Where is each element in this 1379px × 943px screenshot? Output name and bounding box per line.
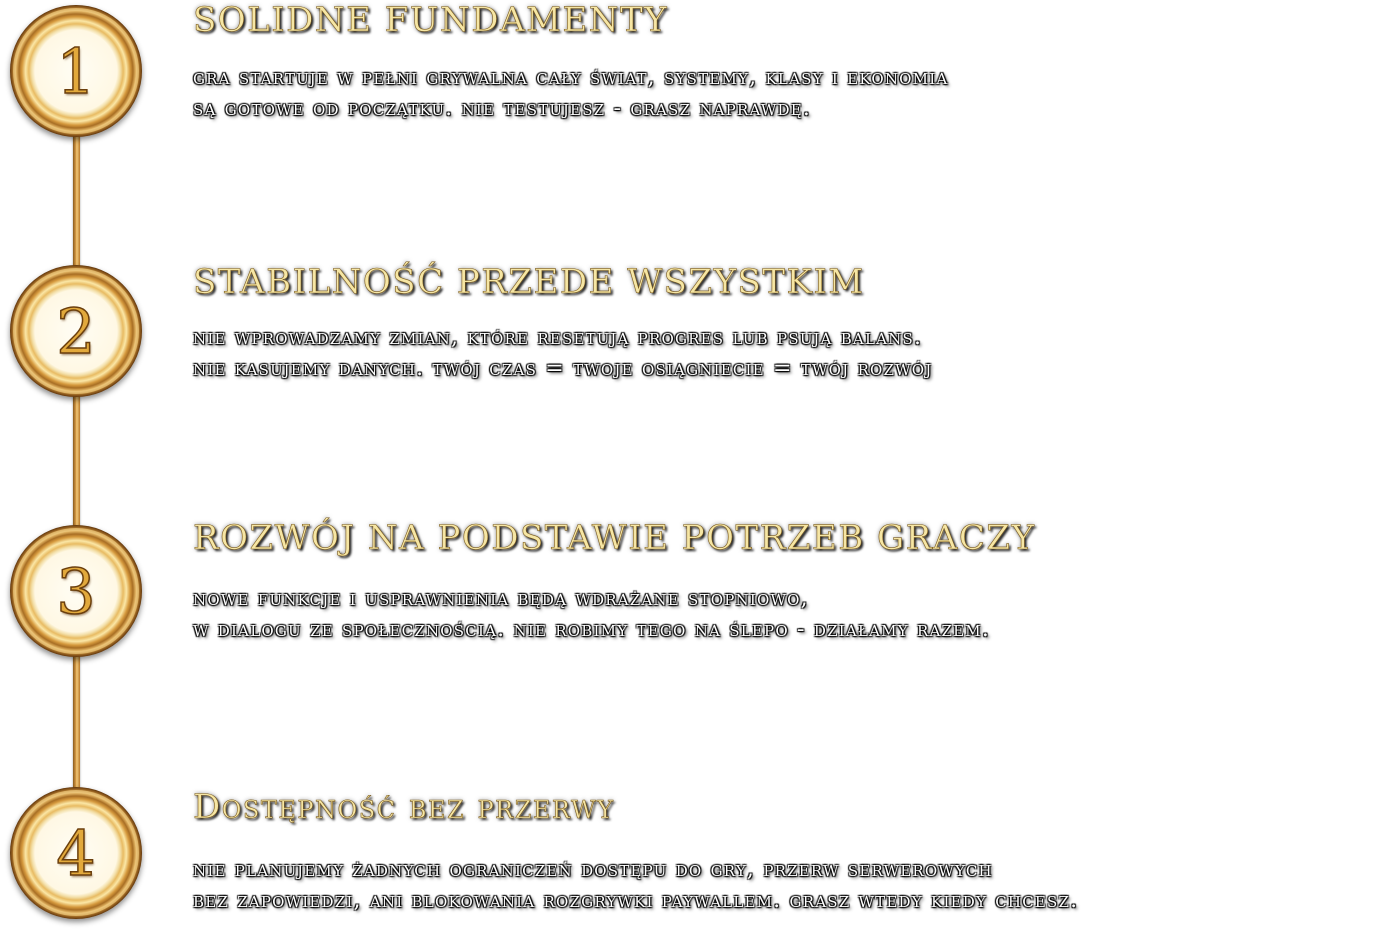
step-1-description [193,62,948,124]
step-3-description-line-1: nowe funkcje i usprawnienia będą wdrażane stopniowo, [193,586,809,611]
step-2-medallion-icon [10,265,142,397]
step-1-description-line-2: są gotowe od początku. nie testujesz - grasz naprawdę. [193,96,812,121]
step-1-description-line-1: gra startuje w pełni grywalna cały świat, systemy, klasy i ekonomia [193,65,949,90]
step-3-description-line-2: w dialogu ze społecznością. nie robimy tego na ślepo - działamy razem. [193,617,991,642]
step-1-medallion-icon [10,5,142,137]
step-4-description-line-2: bez zapowiedzi, ani blokowania rozgrywki paywallem. grasz wtedy kiedy chcesz. [193,888,1079,913]
step-1-title: SOLIDNE FUNDAMENTY [193,0,669,40]
step-4-medallion-icon [10,787,142,919]
timeline-connector-2-3 [73,392,80,532]
step-2-title: STABILNOŚĆ PRZEDE WSZYSTKIM [193,262,865,302]
step-3-medallion-icon [10,525,142,657]
step-3-description [193,583,990,645]
step-2-description-line-1: nie wprowadzamy zmian, które resetują progres lub psują balans. [193,325,923,350]
step-4-number: 4 [56,816,96,890]
step-2-description [193,322,933,384]
timeline-connector-3-4 [73,652,80,792]
step-2-number: 2 [56,294,96,368]
step-4-description-line-1: nie planujemy żadnych ograniczeń dostępu do gry, przerw serwerowych [193,857,993,882]
step-1-number: 1 [56,34,96,108]
step-4-description [193,854,1078,916]
step-4-title: Dostępność bez przerwy [193,787,615,827]
step-2-description-line-2: nie kasujemy danych. twój czas = twoje osiągniecie = twój rozwój [193,356,933,381]
timeline-connector-1-2 [73,132,80,272]
step-3-number: 3 [56,554,96,628]
step-3-title: ROZWÓJ NA PODSTAWIE POTRZEB GRACZY [193,518,1036,558]
